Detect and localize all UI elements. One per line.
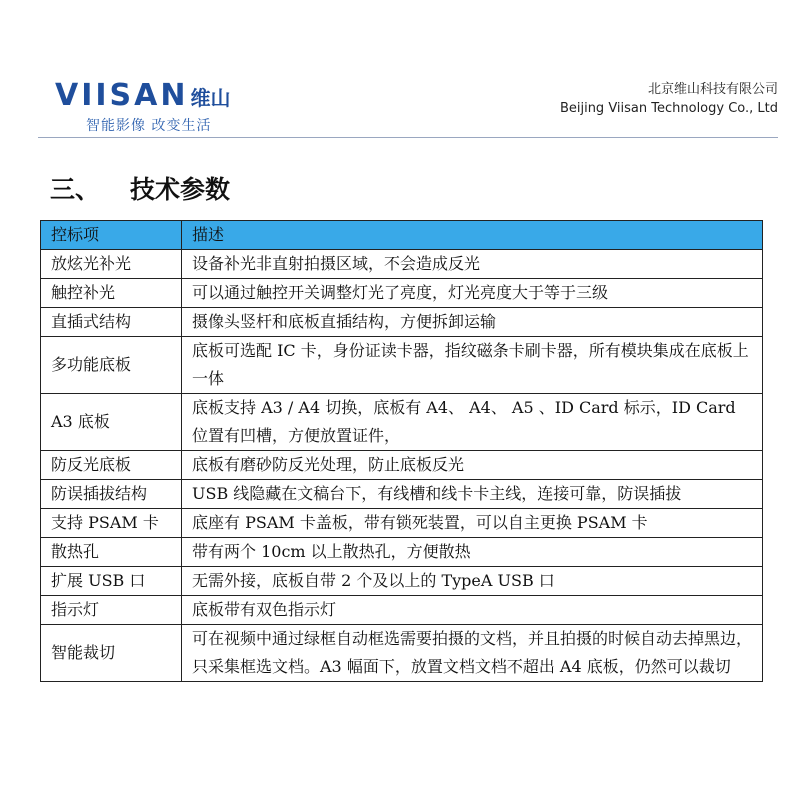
row-description: 底板支持 A3 / A4 切换，底板有 A4、 A4、 A5 、ID Card 标示，ID Card 位置有凹槽，方便放置证件， bbox=[182, 394, 763, 451]
spec-table bbox=[40, 220, 763, 682]
company-logo bbox=[55, 80, 230, 112]
row-description: USB 线隐藏在文稿台下，有线槽和线卡卡主线，连接可靠，防误插拔 bbox=[182, 480, 763, 509]
table-row bbox=[41, 451, 763, 480]
row-item: 指示灯 bbox=[41, 596, 182, 625]
row-item: 防误插拔结构 bbox=[41, 480, 182, 509]
row-item: 散热孔 bbox=[41, 538, 182, 567]
header-cell-description: 描述 bbox=[182, 221, 763, 250]
table-row bbox=[41, 567, 763, 596]
table-row bbox=[41, 480, 763, 509]
table-row bbox=[41, 279, 763, 308]
row-item: A3 底板 bbox=[41, 394, 182, 451]
section-heading bbox=[50, 170, 230, 206]
table-row bbox=[41, 250, 763, 279]
logo-chinese-text: 维山 bbox=[190, 85, 231, 110]
table-row bbox=[41, 337, 763, 394]
row-description: 底板可选配 IC 卡，身份证读卡器，指纹磁条卡刷卡器，所有模块集成在底板上一体 bbox=[182, 337, 763, 394]
row-description: 底板带有双色指示灯 bbox=[182, 596, 763, 625]
row-item: 放炫光补光 bbox=[41, 250, 182, 279]
table-row bbox=[41, 509, 763, 538]
row-description: 底座有 PSAM 卡盖板，带有锁死装置，可以自主更换 PSAM 卡 bbox=[182, 509, 763, 538]
row-item: 智能裁切 bbox=[41, 625, 182, 682]
logo-latin-text: VIISAN bbox=[55, 78, 189, 113]
table-row bbox=[41, 625, 763, 682]
row-description: 带有两个 10cm 以上散热孔，方便散热 bbox=[182, 538, 763, 567]
table-row bbox=[41, 596, 763, 625]
table-row bbox=[41, 538, 763, 567]
row-description: 设备补光非直射拍摄区域，不会造成反光 bbox=[182, 250, 763, 279]
section-number: 三、 bbox=[50, 175, 101, 204]
row-item: 支持 PSAM 卡 bbox=[41, 509, 182, 538]
table-row bbox=[41, 394, 763, 451]
table-row bbox=[41, 308, 763, 337]
row-description: 无需外接，底板自带 2 个及以上的 TypeA USB 口 bbox=[182, 567, 763, 596]
row-item: 直插式结构 bbox=[41, 308, 182, 337]
row-item: 防反光底板 bbox=[41, 451, 182, 480]
company-name-block bbox=[560, 81, 778, 119]
row-item: 多功能底板 bbox=[41, 337, 182, 394]
row-description: 摄像头竖杆和底板直插结构，方便拆卸运输 bbox=[182, 308, 763, 337]
section-title: 技术参数 bbox=[130, 175, 231, 204]
header-divider bbox=[38, 137, 778, 138]
row-item: 触控补光 bbox=[41, 279, 182, 308]
company-slogan: 智能影像 改变生活 bbox=[86, 118, 212, 134]
row-description: 可在视频中通过绿框自动框选需要拍摄的文档，并且拍摄的时候自动去掉黑边，只采集框选文档。A3 幅面下，放置文档文档不超出 A4 底板，仍然可以裁切 bbox=[182, 625, 763, 682]
row-item: 扩展 USB 口 bbox=[41, 567, 182, 596]
company-name-chinese: 北京维山科技有限公司 bbox=[647, 82, 778, 97]
row-description: 底板有磨砂防反光处理，防止底板反光 bbox=[182, 451, 763, 480]
table-header-row bbox=[41, 221, 763, 250]
company-name-english: Beijing Viisan Technology Co., Ltd bbox=[559, 101, 778, 116]
header-cell-item: 控标项 bbox=[41, 221, 182, 250]
row-description: 可以通过触控开关调整灯光了亮度，灯光亮度大于等于三级 bbox=[182, 279, 763, 308]
